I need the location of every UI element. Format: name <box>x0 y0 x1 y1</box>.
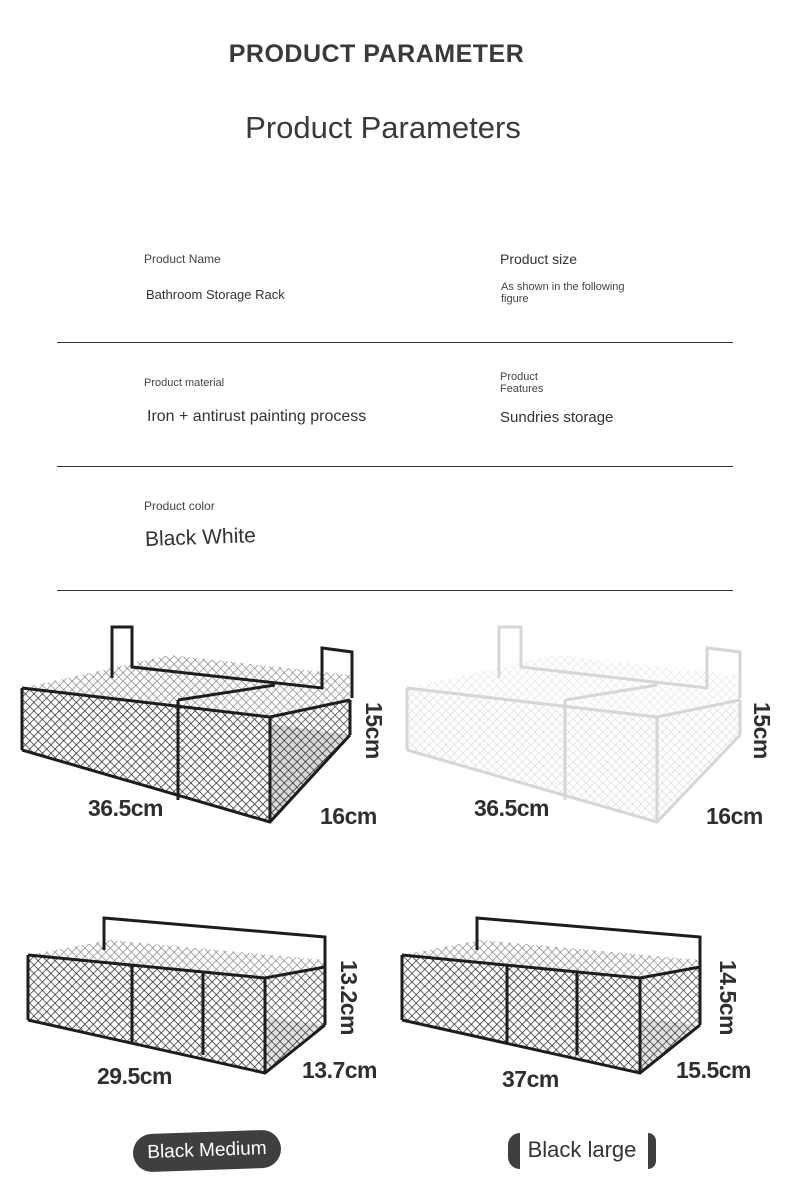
page-title: Product Parameters <box>245 110 521 145</box>
product-features-value: Sundries storage <box>500 409 614 426</box>
rack4-height: 14.5cm <box>715 960 741 1036</box>
rack4-width: 15.5cm <box>676 1057 752 1083</box>
rack2-width: 16cm <box>706 803 763 829</box>
product-size-value-1: As shown in the following <box>501 281 625 293</box>
product-name-label: Product Name <box>144 252 221 266</box>
rack2-height: 15cm <box>749 702 775 759</box>
label-cap-right <box>648 1133 656 1169</box>
black-large-label <box>508 1133 656 1169</box>
product-material-label: Product material <box>144 377 225 389</box>
product-color-label: Product color <box>144 499 215 513</box>
black-medium-label: Black Medium <box>132 1129 281 1172</box>
rack1-height: 15cm <box>361 702 387 759</box>
rack2-length: 36.5cm <box>474 795 550 821</box>
product-features-label-2: Features <box>500 383 544 395</box>
product-color-value: Black White <box>144 524 257 551</box>
divider-1 <box>57 342 733 343</box>
rack3-length: 29.5cm <box>97 1063 173 1089</box>
product-size-value-2: figure <box>501 293 529 305</box>
divider-2 <box>57 466 733 467</box>
product-material-value: Iron + antirust painting process <box>147 408 367 425</box>
rack3-height: 13.2cm <box>336 960 362 1036</box>
rack3-width: 13.7cm <box>302 1057 378 1083</box>
divider-3 <box>57 590 733 591</box>
product-size-label: Product size <box>500 251 578 267</box>
rack1-width: 16cm <box>320 803 377 829</box>
product-name-value: Bathroom Storage Rack <box>146 287 285 302</box>
page-heading-caps: PRODUCT PARAMETER <box>228 40 525 68</box>
rack4-length: 37cm <box>502 1066 559 1092</box>
product-features-label-1: Product <box>500 371 538 383</box>
black-large-label-text: Black large <box>527 1137 637 1162</box>
rack1-length: 36.5cm <box>88 795 164 821</box>
